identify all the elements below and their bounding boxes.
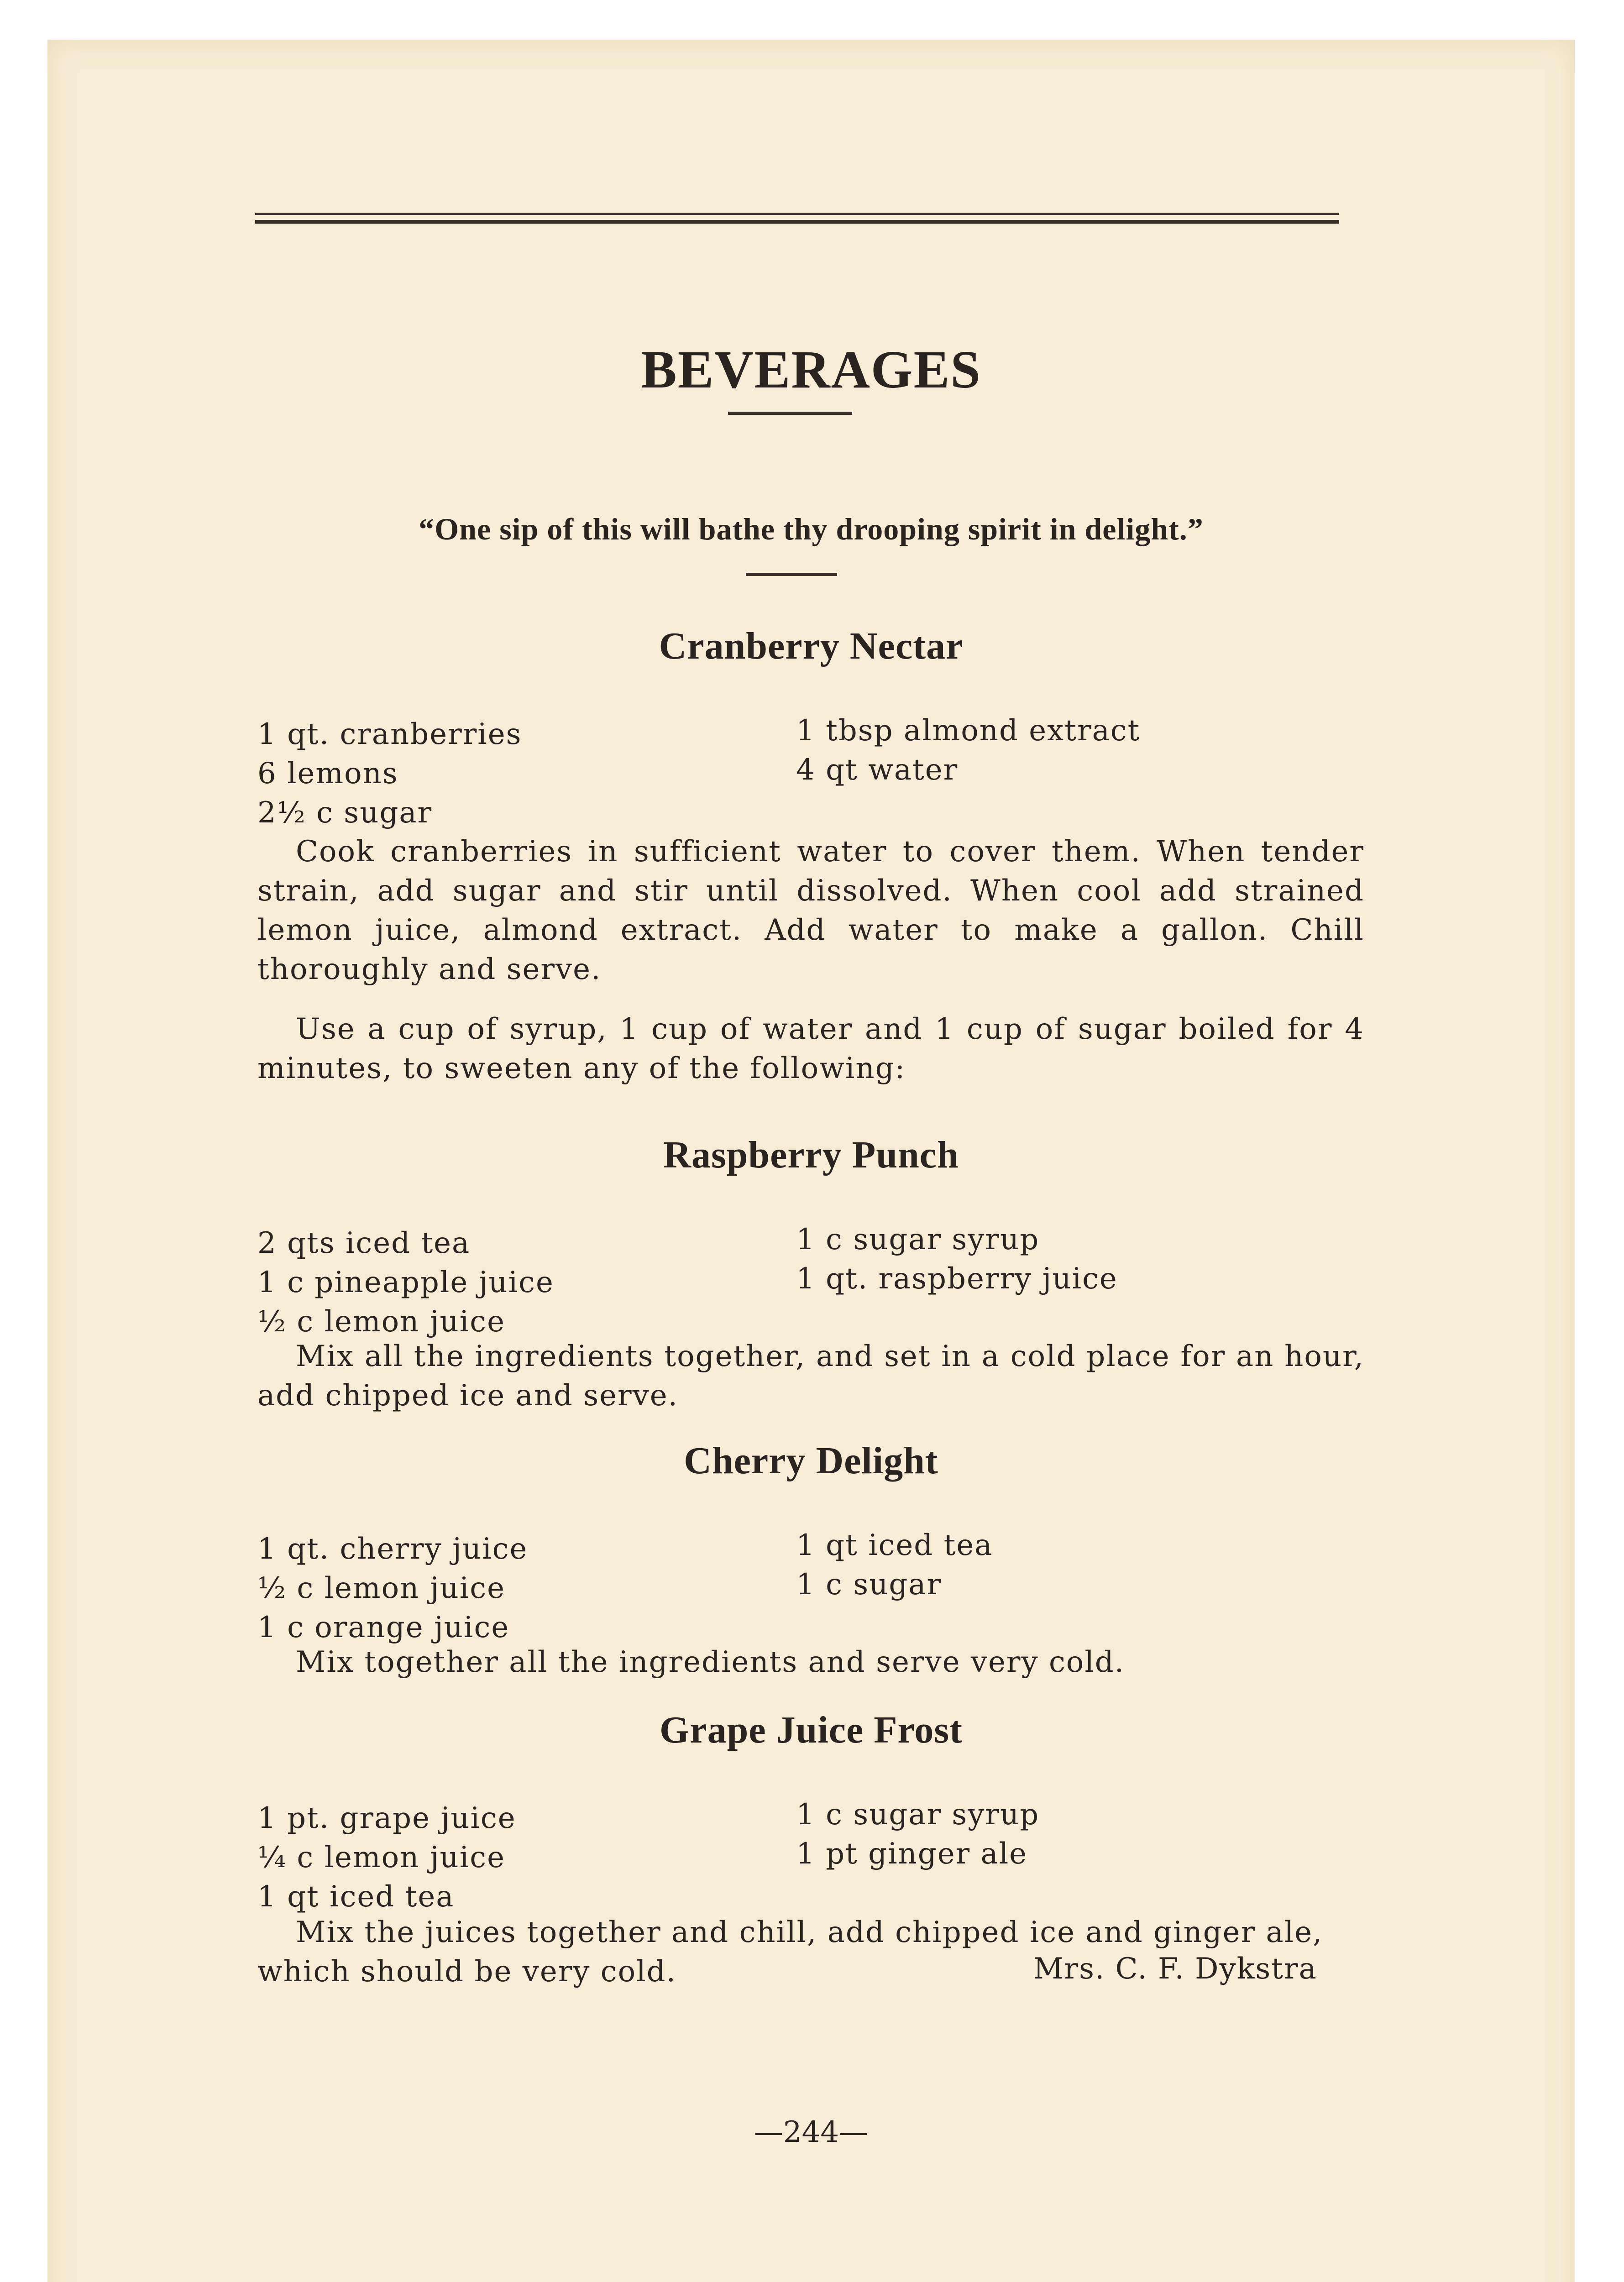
ingredient: 1 qt. cranberries	[257, 717, 522, 751]
ingredient: 1 c sugar syrup	[796, 1223, 1040, 1256]
ingredient: 1 qt iced tea	[257, 1880, 455, 1914]
directions-text: Cook cranberries in sufficient water to cover them. When tender strain, add sugar and stir until dissolved. When cool add strained lemon juice, almond extract. Add water to make a gallon. Chill thoroughly and serve.	[257, 835, 1364, 986]
ingredient: 1 c orange juice	[257, 1611, 510, 1644]
recipe-directions	[257, 1337, 1364, 1415]
ingredient: 1 c pineapple juice	[257, 1266, 554, 1299]
ingredient: 1 qt. raspberry juice	[796, 1262, 1118, 1296]
ingredient: ½ c lemon juice	[257, 1305, 505, 1339]
directions-text: Mix together all the ingredients and serve very cold.	[296, 1645, 1125, 1679]
ingredient: 1 pt ginger ale	[796, 1837, 1028, 1871]
recipe-title-raspberry-punch: Raspberry Punch	[663, 1134, 959, 1176]
directions-text-last: which should be very cold.	[257, 1955, 676, 1989]
ingredient: 1 qt. cherry juice	[257, 1532, 528, 1566]
syrup-note-text: Use a cup of syrup, 1 cup of water and 1 cup of sugar boiled for 4 minutes, to sweeten any of the following:	[257, 1012, 1364, 1085]
epigraph: “One sip of this will bathe thy drooping spirit in delight.”	[419, 512, 1204, 546]
ingredient: 4 qt water	[796, 753, 959, 787]
ingredient: ¼ c lemon juice	[257, 1841, 505, 1874]
ingredient: 1 tbsp almond extract	[796, 714, 1141, 748]
recipe-title-grape-juice-frost: Grape Juice Frost	[660, 1709, 963, 1751]
directions-text: Mix all the ingredients together, and set in a cold place for an hour, add chipped ice and serve.	[257, 1340, 1364, 1413]
contributor: Mrs. C. F. Dykstra	[1033, 1952, 1317, 1986]
recipe-title-cherry-delight: Cherry Delight	[684, 1439, 938, 1482]
top-double-rule	[255, 213, 1339, 215]
ingredient: 6 lemons	[257, 757, 398, 790]
ingredient: 1 c sugar	[796, 1568, 942, 1602]
ingredient: ½ c lemon juice	[257, 1571, 505, 1605]
epigraph-divider	[746, 573, 837, 576]
recipe-directions	[257, 832, 1364, 989]
ingredient: 1 qt iced tea	[796, 1528, 993, 1562]
ingredient: 2½ c sugar	[257, 796, 433, 830]
top-double-rule-lower	[255, 220, 1339, 224]
ingredient: 1 pt. grape juice	[257, 1801, 516, 1835]
directions-text: Mix the juices together and chill, add chipped ice and ginger ale,	[296, 1916, 1323, 1949]
ingredient: 1 c sugar syrup	[796, 1798, 1040, 1832]
title-underline	[728, 412, 852, 415]
cookbook-page	[47, 40, 1575, 2282]
recipe-title-cranberry-nectar: Cranberry Nectar	[659, 625, 964, 667]
syrup-note	[257, 1010, 1364, 1088]
section-title: BEVERAGES	[641, 340, 981, 399]
recipe-directions	[257, 1643, 1364, 1682]
page-number: —244—	[754, 2115, 869, 2149]
ingredient: 2 qts iced tea	[257, 1226, 471, 1260]
